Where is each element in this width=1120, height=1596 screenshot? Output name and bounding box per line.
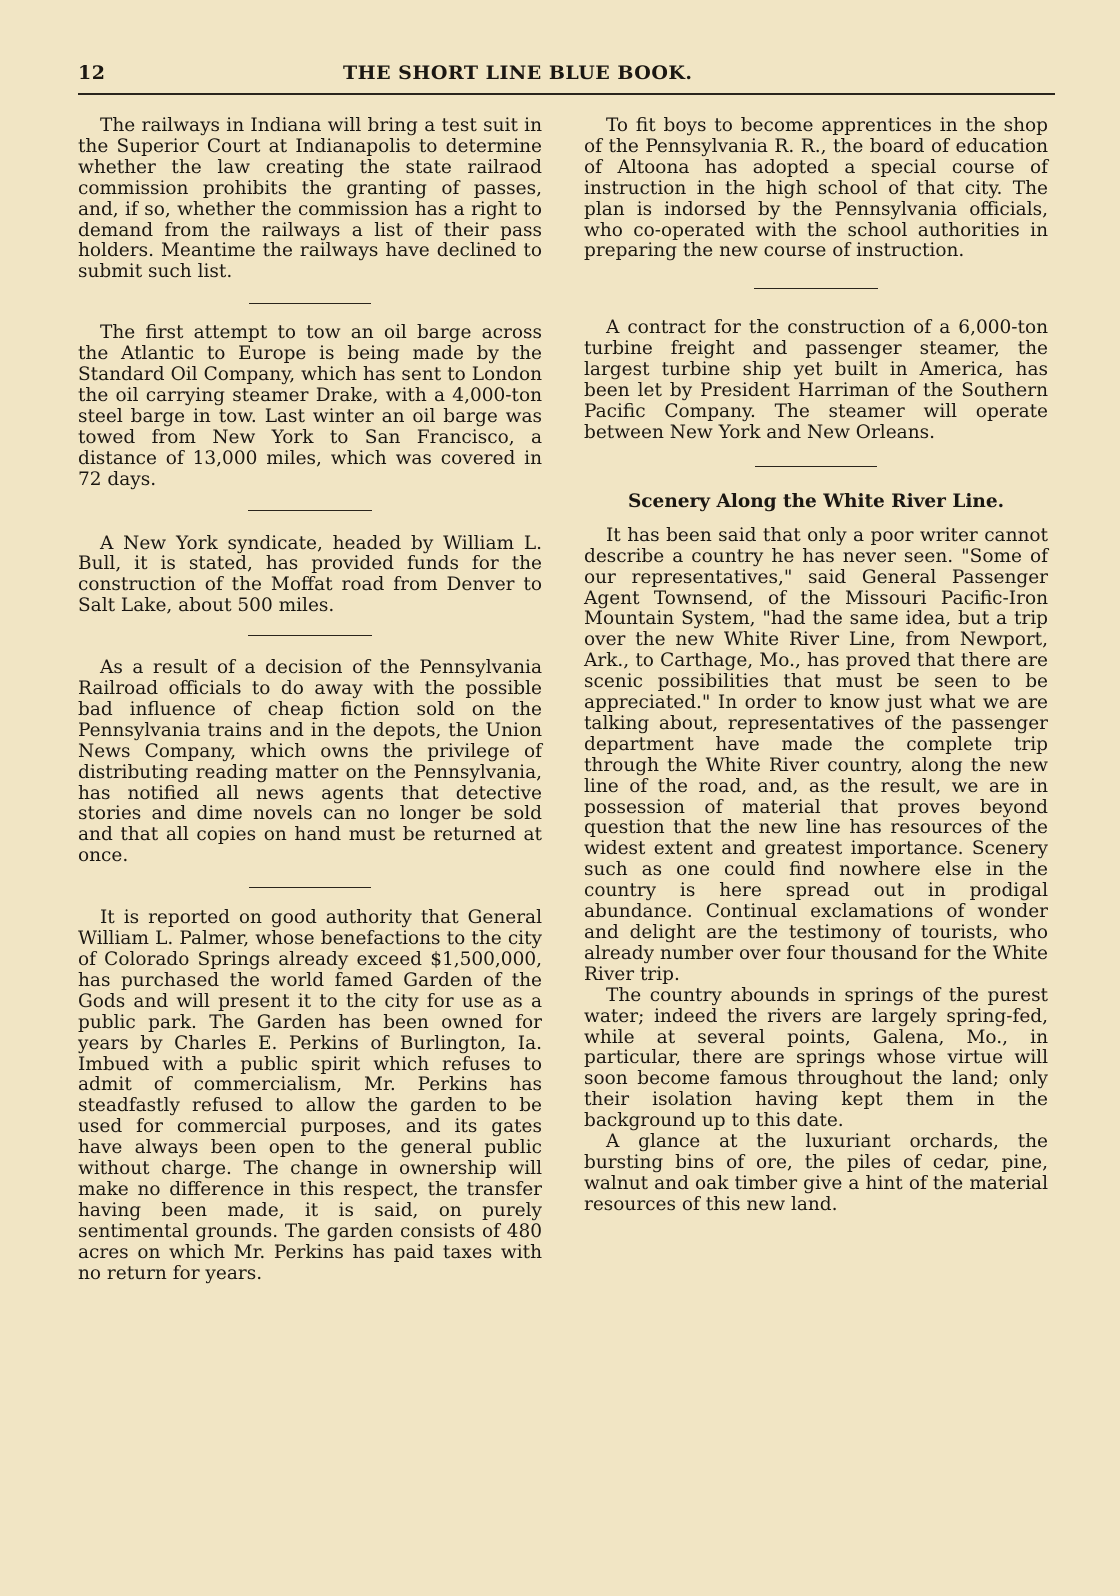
running-title: THE SHORT LINE BLUE BOOK. — [343, 62, 693, 84]
separator-rule — [249, 303, 371, 304]
page-header — [78, 62, 1055, 90]
left-column — [78, 116, 542, 1285]
article-oil-barge: The first attempt to tow an oil barge across the Atlantic to Europe is being made by the Standard Oil Company, which has sent to London the oil carrying steamer Drake, with a 4,000-ton steel barge in tow. Last winter an oil barge was towed from New York to San Francisco, a distance of 13,000 miles, which was covered in 72 days. — [78, 322, 542, 490]
article-altoona-apprentices: To fit boys to become apprentices in the shop of the Pennsylvania R. R., the board of education of Altoona has adopted a special course of instruction in the high school of that city. The plan is indorsed by the Pennsylvania officials, who co-operated with the school authorities in preparing the new course of instruction. — [584, 115, 1048, 262]
separator-rule — [248, 635, 372, 636]
separator-rule — [754, 288, 878, 289]
section-heading: Scenery Along the White River Line. — [627, 490, 1005, 512]
section-paragraph: A glance at the luxuriant orchards, the bursting bins of ore, the piles of cedar, pine, walnut and oak timber give a hint of the material resources of this new land. — [584, 1131, 1048, 1215]
article-garden-of-the-gods: It is reported on good authority that General William L. Palmer, whose benefactions to the city of Colorado Springs already exceed $1,500,000, has purchased the world famed Garden of the Gods and will present it to the city for use as a public park. The Garden has been owned for years by Charles E. Perkins of Burlington, Ia. Imbued with a public spirit which refuses to admit of commercialism, Mr. Perkins has steadfastly refused to allow the garden to be used for commercial purposes, and its gates have always been open to the general public without charge. The change in ownership will make no difference in this respect, the transfer having been made, it is said, on purely sentimental grounds. The garden consists of 480 acres on which Mr. Perkins has paid taxes with no return for years. — [78, 907, 542, 1284]
article-indiana-passes: The railways in Indiana will bring a test suit in the Superior Court at Indianapolis to determine whether the law creating the state railraod commission prohibits the granting of passes, and, if so, whether the commission has a right to demand from the railways a list of their pass holders. Meantime the railways have declined to submit such list. — [78, 115, 542, 283]
header-rule — [78, 93, 1055, 95]
article-turbine-steamer: A contract for the construction of a 6,000-ton turbine freight and passenger steamer, the largest turbine ship yet built in America, has been let by President Harriman of the Southern Pacific Company. The steamer will operate between New York and New Orleans. — [584, 317, 1048, 443]
article-cheap-fiction: As a result of a decision of the Pennsylvania Railroad officials to do away with the possible bad influence of cheap fiction sold on the Pennsylvania trains and in the depots, the Union News Company, which owns the privilege of distributing reading matter on the Pennsylvania, has notified all news agents that detective stories and dime novels can no longer be sold and that all copies on hand must be returned at once. — [78, 657, 542, 867]
separator-rule — [248, 510, 372, 511]
separator-rule — [249, 887, 371, 888]
article-moffat-road: A New York syndicate, headed by William L. Bull, it is stated, has provided funds for the construction of the Moffat road from Denver to Salt Lake, about 500 miles. — [78, 532, 542, 617]
separator-rule — [755, 466, 877, 467]
section-paragraph: The country abounds in springs of the purest water; indeed the rivers are largely spring-fed, while at several points, Galena, Mo., in particular, there are springs whose virtue will soon become famous throughout the land; only their isolation having kept them in the background up to this date. — [584, 984, 1048, 1132]
right-column — [584, 116, 1048, 1216]
page-number: 12 — [78, 62, 106, 84]
section-paragraph: It has been said that only a poor writer cannot describe a country he has never seen. "Some of our representatives," said General Passenger Agent Townsend, of the Missouri Pacific-Iron Mountain System, "had the same idea, but a trip over the new White River Line, from Newport, Ark., to Carthage, Mo., has proved that there are scenic possibilities that must be seen to be appreciated." In order to know just what we are talking about, representatives of the passenger department have made the complete trip through the White River country, along the new line of the road, and, as the result, we are in possession of material that proves beyond question that the new line has resources of the widest extent and greatest importance. Scenery such as one could find nowhere else in the country is here spread out in prodigal abundance. Continual exclamations of wonder and delight are the testimony of tourists, who already number over four thousand for the White River trip. — [584, 524, 1048, 985]
